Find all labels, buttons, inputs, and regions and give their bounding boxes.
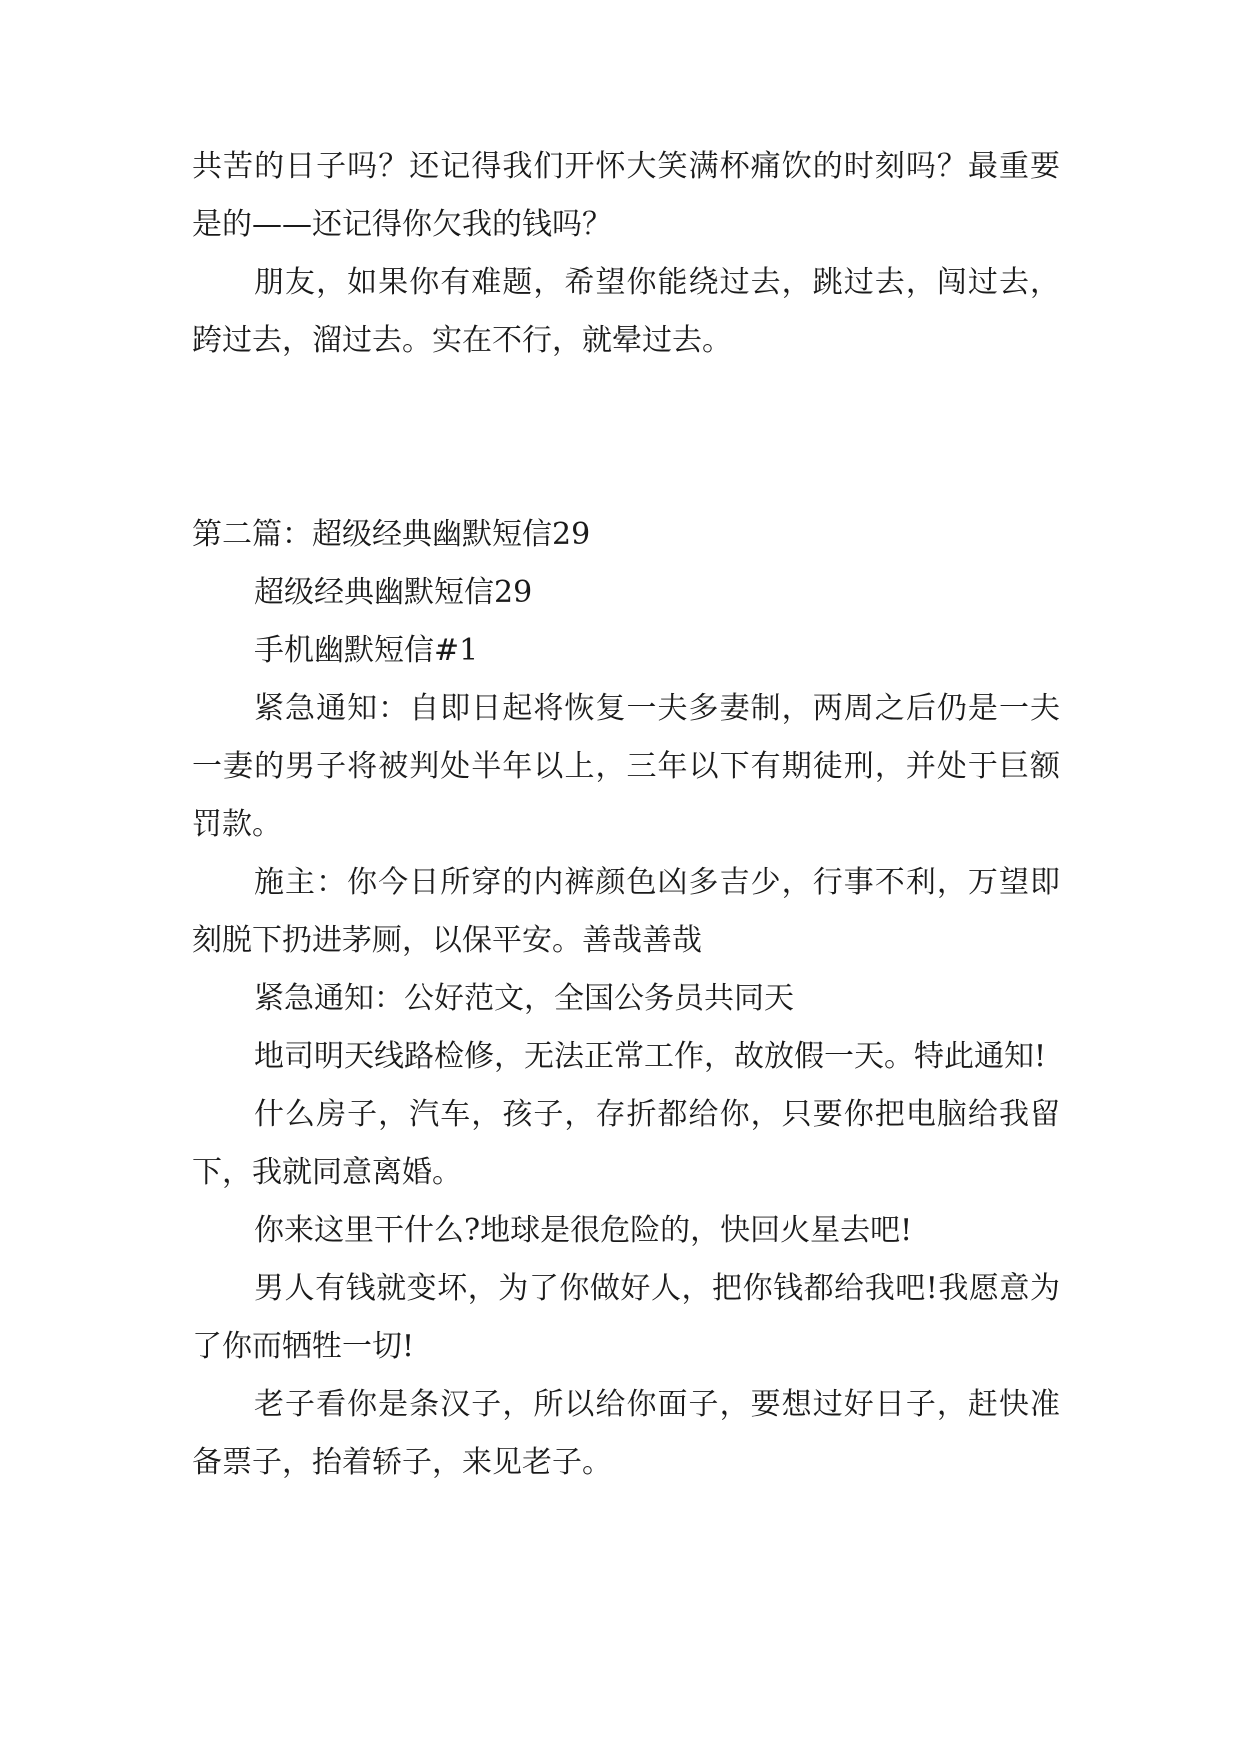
message-paragraph: 紧急通知：自即日起将恢复一夫多妻制，两周之后仍是一夫一妻的男子将被判处半年以上，三年以下有期徒刑，并处于巨额罚款。 <box>192 691 1060 842</box>
message-paragraph: 男人有钱就变坏，为了你做好人，把你钱都给我吧!我愿意为了你而牺牲一切! <box>192 1271 1060 1364</box>
section-heading: 第二篇：超级经典幽默短信29 <box>192 517 591 552</box>
message-paragraph: 什么房子，汽车，孩子，存折都给你，只要你把电脑给我留下，我就同意离婚。 <box>192 1097 1060 1190</box>
message-paragraph: 老子看你是条汉子，所以给你面子，要想过好日子，赶快准备票子，抬着轿子，来见老子。 <box>192 1387 1060 1480</box>
message-paragraph: 施主：你今日所穿的内裤颜色凶多吉少，行事不利，万望即刻脱下扔进茅厕，以保平安。善哉善哉 <box>192 865 1060 958</box>
continuation-paragraph: 共苦的日子吗？还记得我们开怀大笑满杯痛饮的时刻吗？最重要是的——还记得你欠我的钱吗？ <box>192 149 1060 242</box>
section-label: 手机幽默短信#1 <box>254 633 479 668</box>
message-paragraph: 你来这里干什么?地球是很危险的，快回火星去吧! <box>254 1213 913 1248</box>
body-paragraph: 朋友，如果你有难题，希望你能绕过去，跳过去，闯过去，跨过去，溜过去。实在不行，就晕过去。 <box>192 265 1060 358</box>
message-paragraph: 地司明天线路检修，无法正常工作，故放假一天。特此通知! <box>254 1039 1047 1074</box>
section-subtitle: 超级经典幽默短信29 <box>254 575 533 610</box>
message-paragraph: 紧急通知：公好范文，全国公务员共同天 <box>254 981 794 1016</box>
document-page <box>192 0 1060 1754</box>
section-2 <box>192 506 1060 1492</box>
section-1 <box>192 138 1060 370</box>
